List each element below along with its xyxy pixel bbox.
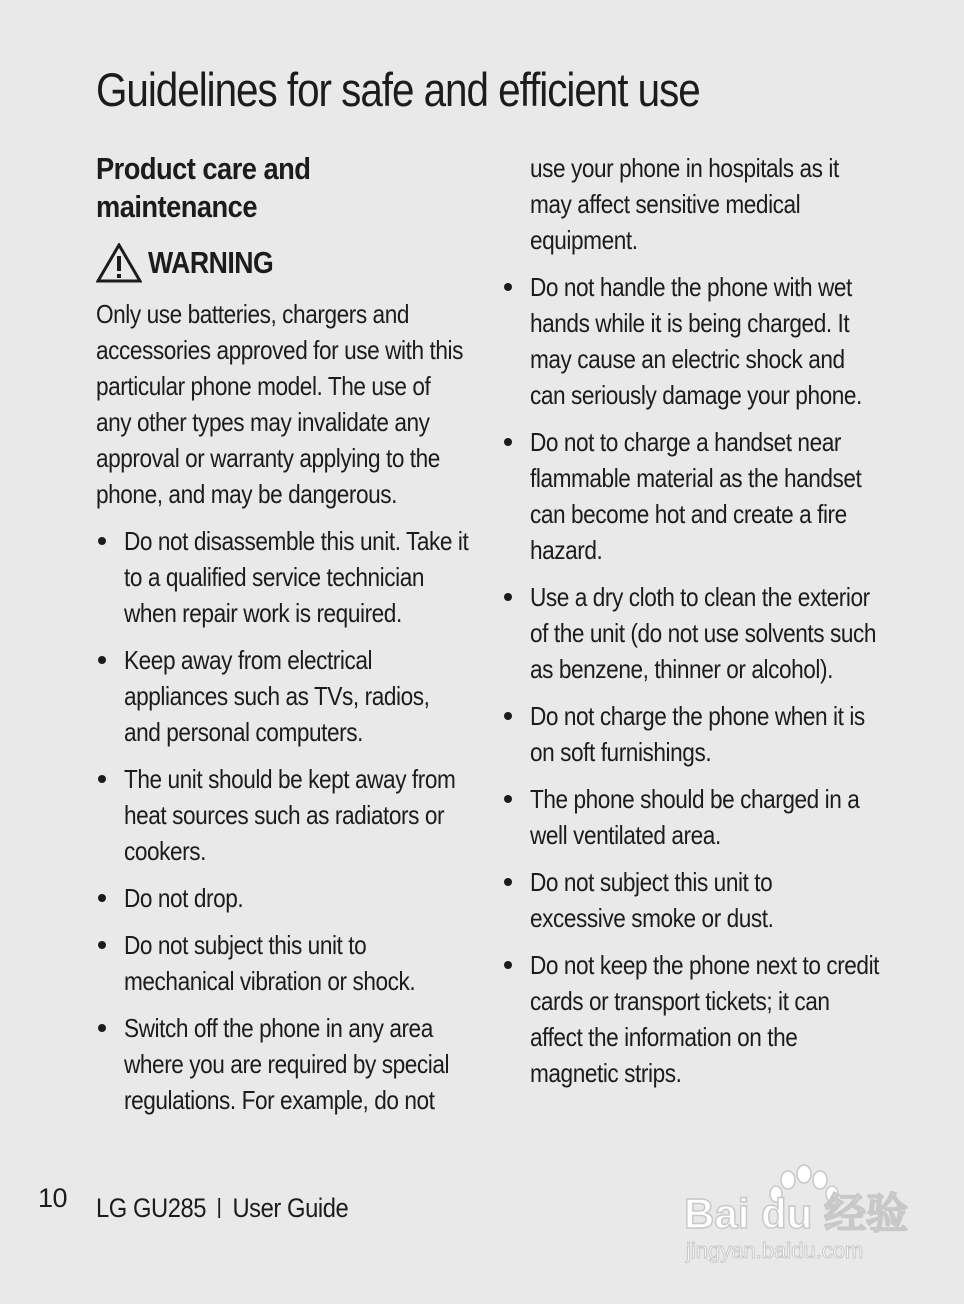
list-item: Do not subject this unit to excessive smoke or dust. [502, 864, 882, 936]
guide-label: User Guide [232, 1193, 349, 1223]
bullet-icon [504, 438, 512, 446]
warning-header [96, 238, 476, 288]
bullet-icon [504, 712, 512, 720]
list-item: Do not handle the phone with wet hands while it is being charged. It may cause an electric shock and can seriously damage your phone. [502, 269, 882, 413]
watermark-url: jingyan.baidu.com [686, 1238, 864, 1263]
bullet-icon [504, 795, 512, 803]
list-item: Do not to charge a handset near flammable material as the handset can become hot and create a fire hazard. [502, 424, 882, 568]
list-item: Do not keep the phone next to credit cards or transport tickets; it can affect the information on the magnetic strips. [502, 947, 882, 1091]
bullet-icon [504, 961, 512, 969]
baidu-watermark-logo [680, 1160, 920, 1270]
section-heading: Product care and maintenance [96, 151, 311, 224]
list-item: Switch off the phone in any area where you are required by special regulations. For example, do not [96, 1010, 476, 1118]
list-item: Do not drop. [96, 880, 476, 916]
bullet-icon [98, 537, 106, 545]
right-bullet-list [502, 269, 882, 1091]
bullet-icon [504, 593, 512, 601]
list-item: Use a dry cloth to clean the exterior of the unit (do not use solvents such as benzene, thinner or alcohol). [502, 579, 882, 687]
intro-paragraph: Only use batteries, chargers and accessories approved for use with this particular phone model. The use of any other types may invalidate any approval or warranty applying to the phone, and may be dangerous. [96, 299, 463, 509]
watermark-brand: Bai du 经验 [684, 1190, 909, 1237]
warning-label: WARNING [148, 245, 274, 280]
list-item: Do not charge the phone when it is on soft furnishings. [502, 698, 882, 770]
list-item: The phone should be charged in a well ventilated area. [502, 781, 882, 853]
bullet-icon [98, 775, 106, 783]
bullet-icon [98, 1024, 106, 1032]
bullet-icon [98, 894, 106, 902]
model-name: LG GU285 [96, 1193, 207, 1223]
footer-guide-title [96, 1193, 348, 1224]
list-item: Do not subject this unit to mechanical vibration or shock. [96, 927, 476, 999]
page-title: Guidelines for safe and efficient use [96, 63, 700, 116]
bullet-icon [504, 878, 512, 886]
list-item: Do not disassemble this unit. Take it to a qualified service technician when repair work is required. [96, 523, 476, 631]
divider [218, 1198, 220, 1218]
left-column [96, 150, 476, 1118]
bullet-icon [98, 941, 106, 949]
list-item: The unit should be kept away from heat sources such as radiators or cookers. [96, 761, 476, 869]
page-number: 10 [38, 1183, 68, 1213]
right-column [502, 150, 882, 1091]
warning-triangle-icon [96, 243, 142, 283]
left-bullet-list [96, 523, 476, 1118]
bullet-icon [98, 656, 106, 664]
bullet-icon [504, 283, 512, 291]
list-item: Keep away from electrical appliances such as TVs, radios, and personal computers. [96, 642, 476, 750]
continued-paragraph: use your phone in hospitals as it may affect sensitive medical equipment. [530, 153, 839, 255]
